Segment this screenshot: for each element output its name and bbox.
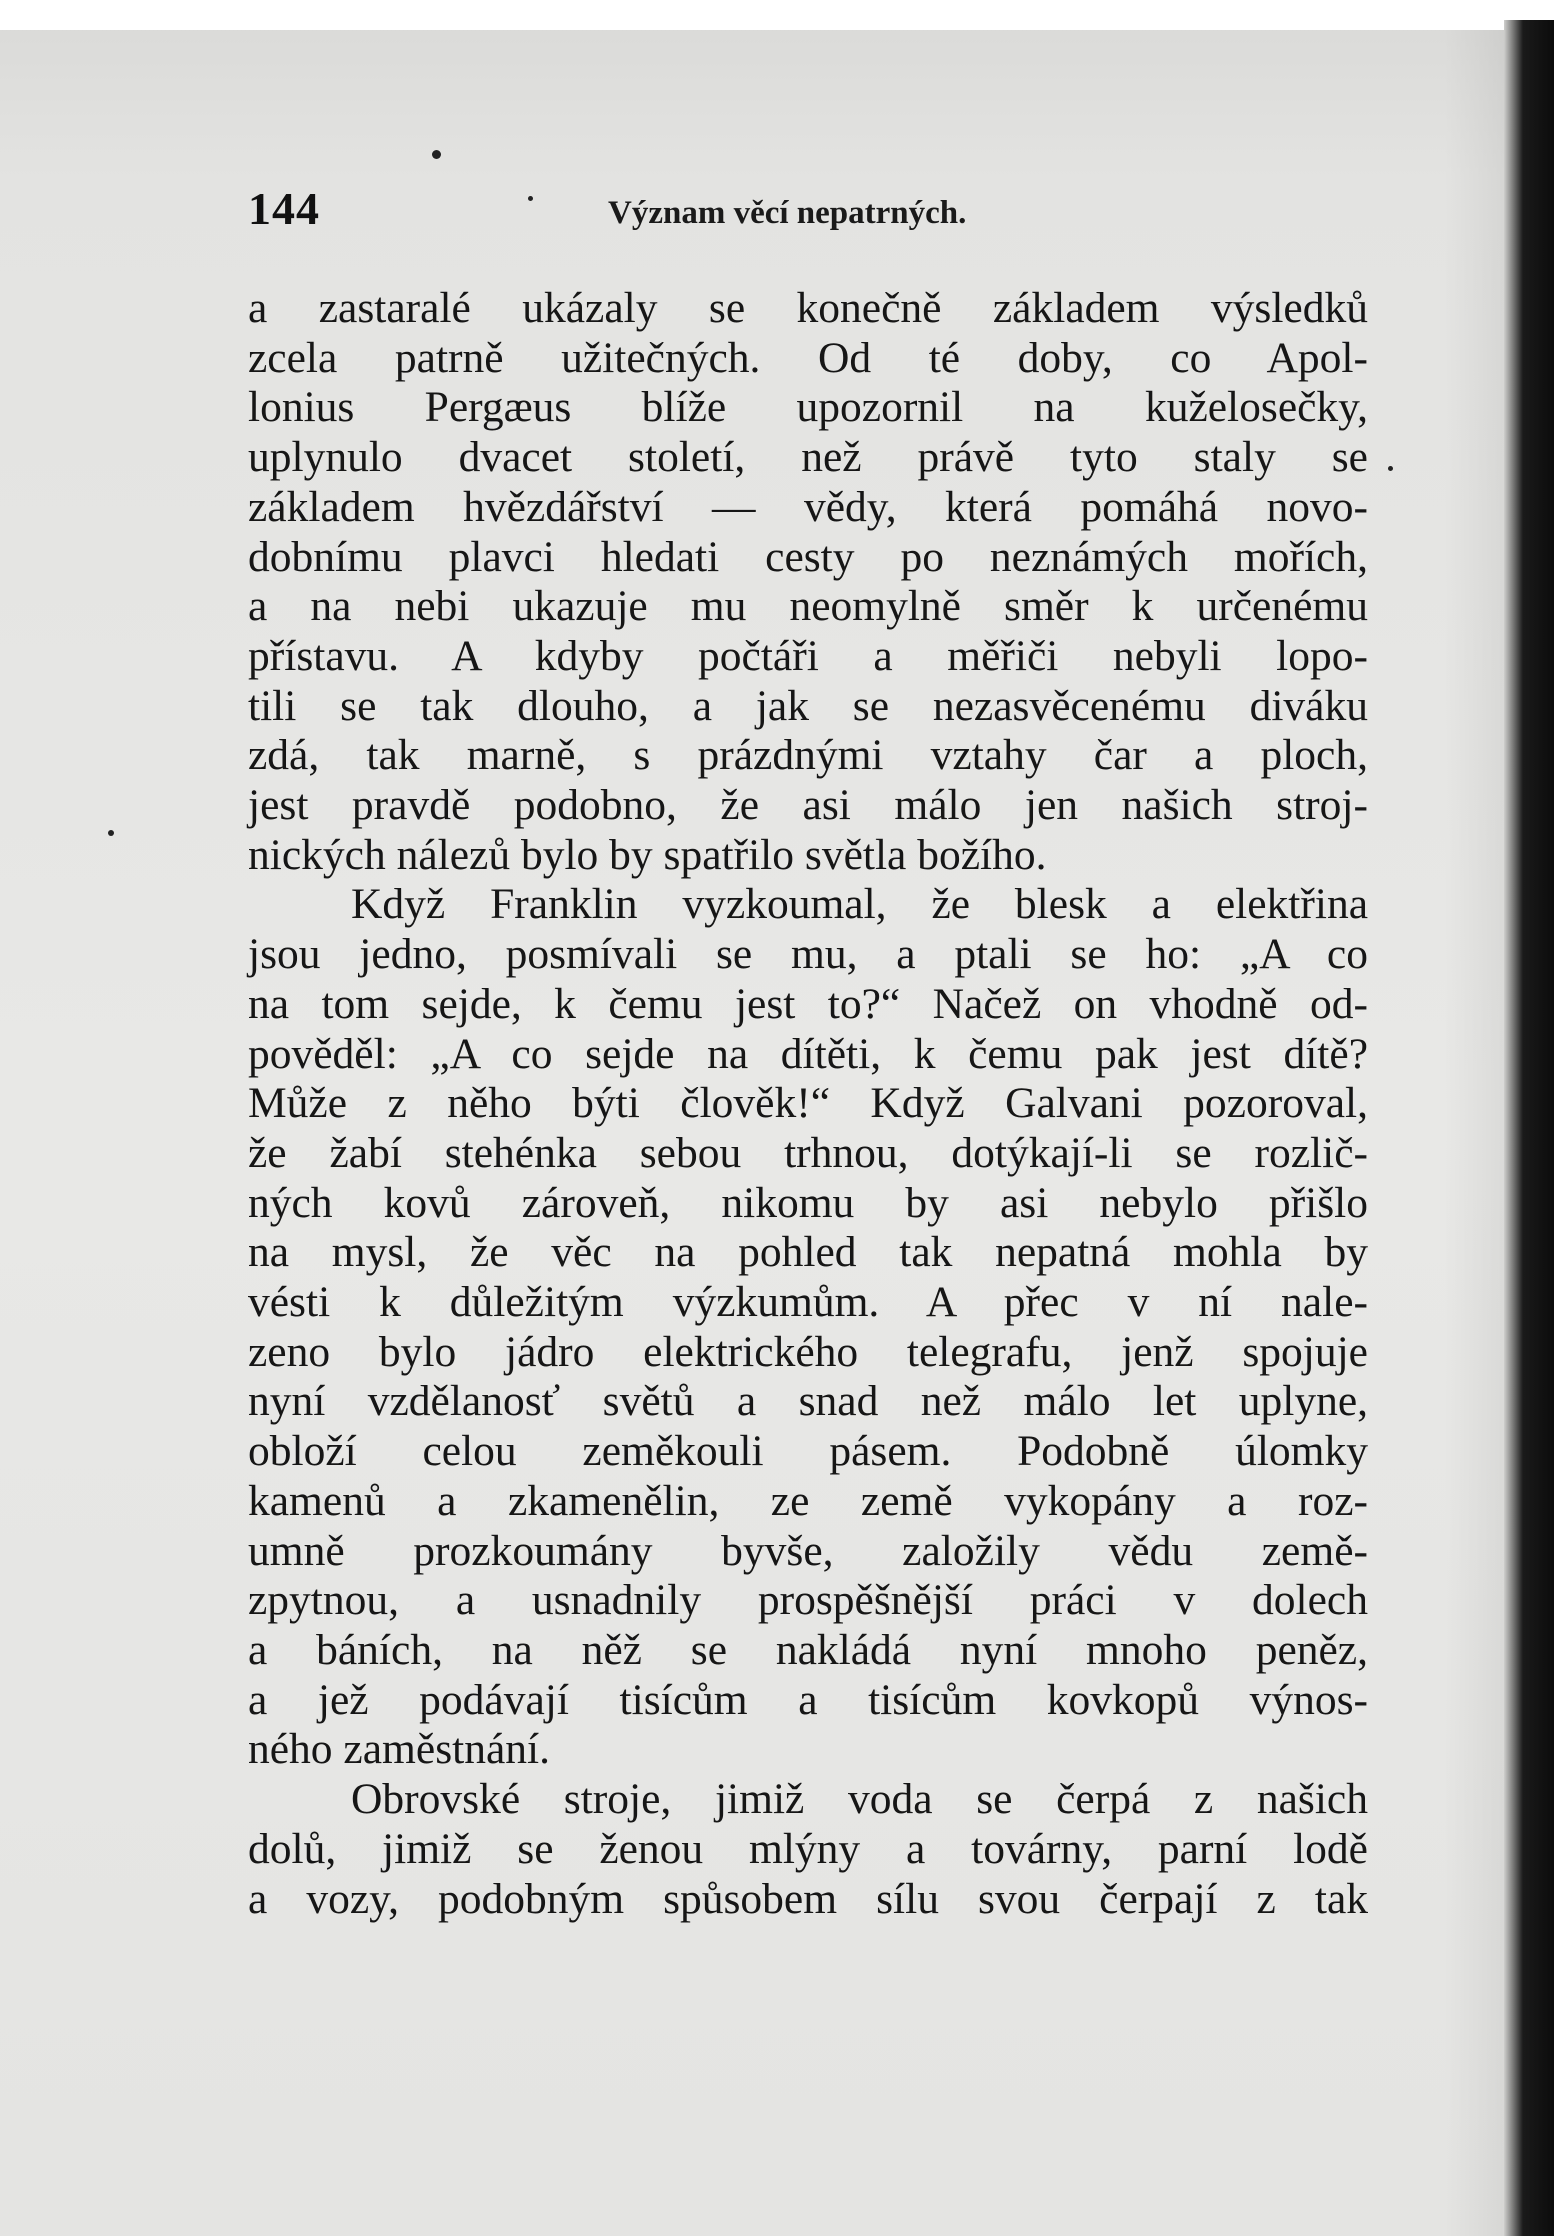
text-line: základem hvězdářství — vědy, která pomáhá novo- (248, 482, 1368, 531)
ink-speck (432, 150, 441, 159)
text-line: a na nebi ukazuje mu neomylně směr k určenému (248, 582, 1368, 631)
text-line: zcela patrně užitečných. Od té doby, co Apol- (248, 333, 1368, 382)
scan-top-border (0, 0, 1554, 30)
text-line: že žabí stehénka sebou trhnou, dotýkají-li se rozlič- (248, 1128, 1368, 1177)
scan-right-edge (1504, 20, 1554, 2236)
text-line: na tom sejde, k čemu jest to?“ Načež on vhodně od- (248, 979, 1368, 1028)
text-line: uplynulo dvacet století, než právě tyto staly se (248, 433, 1368, 482)
text-line: dolů, jimiž se ženou mlýny a továrny, parní lodě (248, 1824, 1368, 1873)
text-line: jsou jedno, posmívali se mu, a ptali se ho: „A co (248, 930, 1368, 979)
text-line: a báních, na něž se nakládá nyní mnoho peněz, (248, 1625, 1368, 1674)
text-line: a zastaralé ukázaly se konečně základem výsledků (248, 284, 1368, 332)
text-line: přístavu. A kdyby počtáři a měřiči nebyli lopo- (248, 631, 1368, 680)
text-line: Když Franklin vyzkoumal, že blesk a elektřina (351, 880, 1368, 929)
text-line: zpytnou, a usnadnily prospěšnější práci v dolech (248, 1576, 1368, 1625)
text-line: umně prozkoumány byvše, založily vědu země- (248, 1526, 1368, 1575)
text-line: a jež podávají tisícům a tisícům kovkopů výnos- (248, 1675, 1368, 1724)
page-header (248, 182, 1368, 242)
text-line: na mysl, že věc na pohled tak nepatná mohla by (248, 1228, 1368, 1277)
text-line: ných kovů zároveň, nikomu by asi nebylo přišlo (248, 1178, 1368, 1227)
text-line: vésti k důležitým výzkumům. A přec v ní nale- (248, 1278, 1368, 1327)
page-number: 144 (248, 183, 320, 234)
text-line: Obrovské stroje, jimiž voda se čerpá z našich (351, 1775, 1368, 1824)
text-line: lonius Pergæus blíže upozornil na kuželosečky, (248, 383, 1368, 432)
text-line: ného zaměstnání. (248, 1725, 550, 1774)
ink-speck (108, 830, 114, 836)
text-line: nických nálezů bylo by spatřilo světla božího. (248, 830, 1047, 879)
text-line: Může z něho býti člověk!“ Když Galvani pozoroval, (248, 1079, 1368, 1128)
text-line: obloží celou zeměkouli pásem. Podobně úlomky (248, 1427, 1368, 1476)
page-gutter-shadow (1444, 30, 1504, 2236)
text-line: kamenů a zkamenělin, ze země vykopány a roz- (248, 1476, 1368, 1525)
text-line: nyní vzdělanosť světů a snad než málo let uplyne, (248, 1377, 1368, 1426)
text-line: tili se tak dlouho, a jak se nezasvěcenému diváku (248, 681, 1368, 730)
text-line: a vozy, podobným spůsobem sílu svou čerpají z tak (248, 1874, 1368, 1923)
text-line: jest pravdě podobno, že asi málo jen našich stroj- (248, 781, 1368, 830)
text-line: pověděl: „A co sejde na dítěti, k čemu pak jest dítě? (248, 1029, 1368, 1078)
text-line: dobnímu plavci hledati cesty po neznámých mořích, (248, 532, 1368, 581)
ink-speck (1388, 466, 1393, 471)
text-line: zdá, tak marně, s prázdnými vztahy čar a ploch, (248, 731, 1368, 780)
running-title: Význam věcí nepatrných. (608, 195, 967, 231)
text-line: zeno bylo jádro elektrického telegrafu, jenž spojuje (248, 1327, 1368, 1376)
body-text (248, 284, 1368, 1924)
